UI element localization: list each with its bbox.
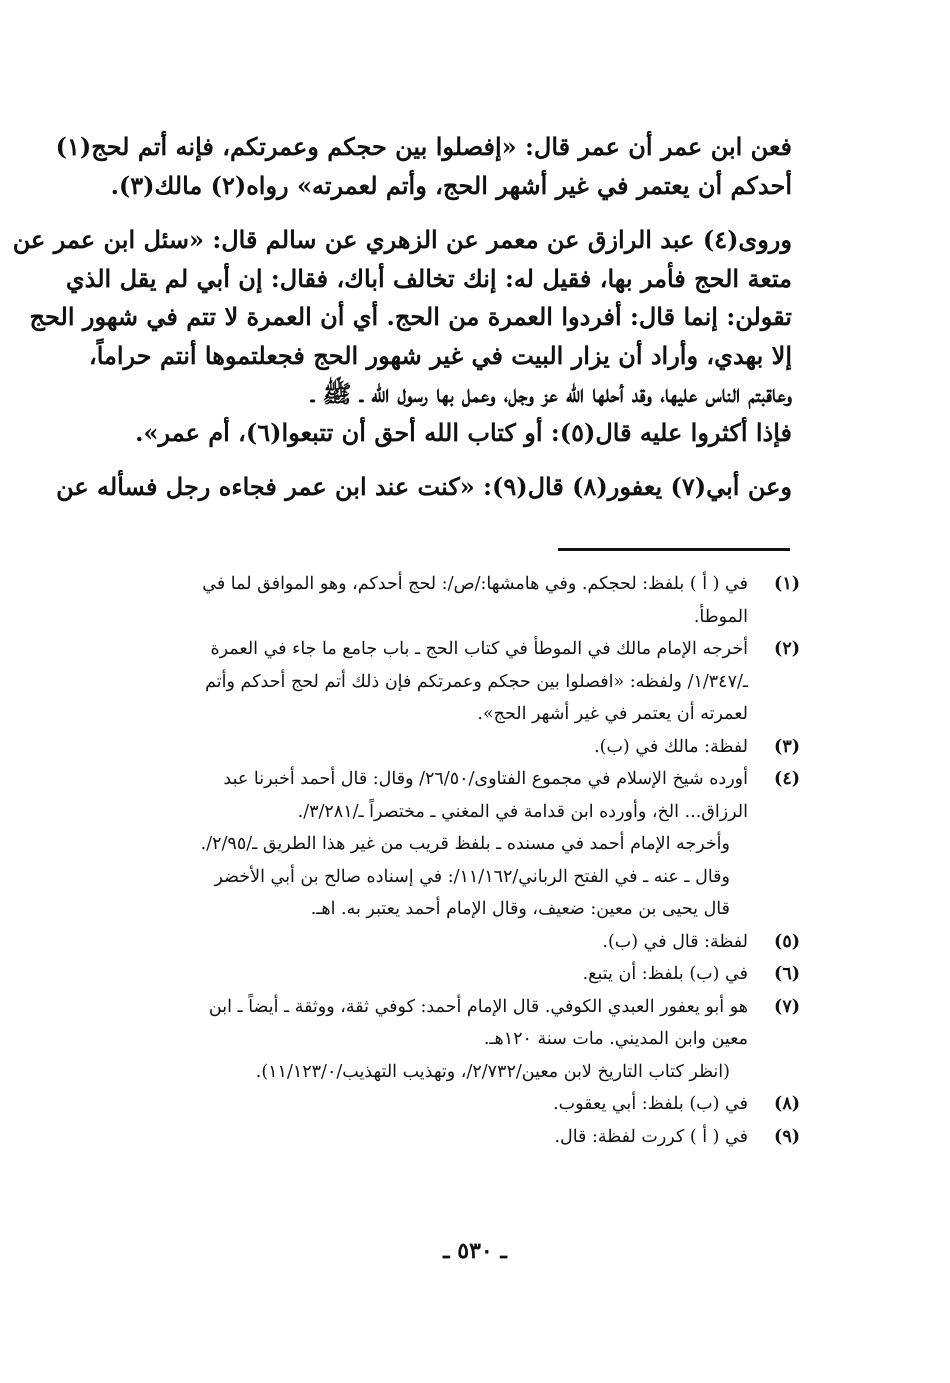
- footnote-text: [124, 926, 748, 959]
- footnote-number: (٩): [774, 1126, 800, 1147]
- footnote-number: (٤): [774, 769, 800, 789]
- footnote-continuation: [124, 828, 800, 861]
- footnote: [124, 763, 800, 828]
- footnote: [124, 1121, 800, 1154]
- footnote-text: [124, 763, 748, 828]
- footnote: [124, 926, 800, 959]
- footnote-continuation: [124, 861, 800, 926]
- footnote-text: [124, 1121, 748, 1154]
- text-line: في ( أ ) بلفظ: لحجكم. وفي هامشها:/ص/: لحج أحدكم، وهو الموافق لما في: [202, 574, 748, 594]
- text-line: الرزاق... الخ، وأورده ابن قدامة في المغني ـ مختصراً ـ/٣/٢٨١/.: [297, 801, 748, 822]
- footnote-number: (٦): [774, 964, 800, 984]
- footnote-number: (٣): [774, 736, 800, 757]
- text-line: فعن ابن عمر أن عمر قال: «إفصلوا بين حجكم وعمرتكم، فإنه أتم لحج(١): [55, 132, 792, 161]
- footnote-text: [124, 991, 748, 1056]
- footnote-number: (٨): [774, 1094, 800, 1114]
- text-line: في (ب) بلفظ: أن يتبع.: [582, 964, 748, 984]
- footnote: [124, 1088, 800, 1121]
- text-line: لفظة: مالك في (ب).: [594, 736, 748, 757]
- text-line: تقولن: إنما قال: أفردوا العمرة من الحج. أي أن العمرة لا تتم في شهور الحج: [29, 302, 792, 331]
- text-line: الموطأ.: [693, 606, 748, 627]
- text-line: وعاقبتم الناس عليها، وقد أحلها الله عز وجل، وعمل بها رسول الله ـ ﷺ ـ: [311, 379, 792, 408]
- paragraph: [55, 128, 792, 205]
- footnote-text: [124, 731, 748, 764]
- text-line: في (ب) بلفظ: أبي يعقوب.: [553, 1094, 748, 1114]
- text-line: إلا بهدي، وأراد أن يزار البيت في غير شهور الحج فجعلتموها أنتم حراماً،: [88, 340, 792, 370]
- text-line: ـ/١/٣٤٧/ ولفظه: «افصلوا بين حجكم وعمرتكم فإن ذلك أتم لحج أحدكم وأتم: [205, 671, 748, 692]
- footnote: [124, 568, 800, 633]
- text-line: قال يحيى بن معين: ضعيف، وقال الإمام أحمد يعتبر به. اهـ.: [310, 899, 730, 919]
- text-line: لعمرته أن يعتمر في غير أشهر الحج».: [477, 704, 748, 724]
- page-number: ـ ٥٣٠ ـ: [443, 1238, 507, 1264]
- footnote-number: (٥): [774, 931, 800, 952]
- text-line: هو أبو يعفور العبدي الكوفي. قال الإمام أحمد: كوفي ثقة، ووثقة ـ أيضاً ـ ابن: [208, 996, 748, 1017]
- footnote-number: (١): [774, 574, 800, 594]
- footnote-text: [124, 1088, 748, 1121]
- paragraph: [56, 468, 792, 507]
- footnote-number: (٢): [774, 639, 800, 659]
- footnotes: [124, 568, 800, 1153]
- footnote-number: (٧): [774, 996, 800, 1017]
- text-line: أحدكم أن يعتمر في غير أشهر الحج، وأتم لعمرته» رواه(٢) مالك(٣).: [110, 170, 792, 200]
- footnote-text: [124, 958, 748, 991]
- text-line: معين وابن المديني. مات سنة ١٢٠هـ.: [483, 1029, 748, 1049]
- footnote: [124, 958, 800, 991]
- paragraph: [12, 221, 792, 452]
- text-line: وأخرجه الإمام أحمد في مسنده ـ بلفظ قريب من غير هذا الطريق ـ/٢/٩٥/.: [200, 834, 730, 854]
- text-line: فإذا أكثروا عليه قال(٥): أو كتاب الله أحق أن تتبعوا(٦)، أم عمر».: [135, 417, 792, 447]
- text-line: في ( أ ) كررت لفظة: قال.: [554, 1126, 748, 1147]
- footnote: [124, 991, 800, 1056]
- footnote-separator: [558, 548, 790, 551]
- text-line: أورده شيخ الإسلام في مجموع الفتاوى/٢٦/٥٠/ وقال: قال أحمد أخبرنا عبد: [223, 769, 748, 789]
- text-line: لفظة: قال في (ب).: [602, 931, 748, 952]
- footnote-text: [124, 568, 748, 633]
- footnote: [124, 731, 800, 764]
- text-line: أخرجه الإمام مالك في الموطأ في كتاب الحج ـ باب جامع ما جاء في العمرة: [210, 639, 748, 659]
- main-text: [12, 128, 792, 523]
- footnote: [124, 633, 800, 731]
- text-line: وقال ـ عنه ـ في الفتح الرباني/١١/١٦٢/: في إسناده صالح بن أبي الأخضر: [214, 866, 730, 887]
- footnote-text: [124, 633, 748, 731]
- text-line: (انظر كتاب التاريخ لابن معين/٢/٧٣٢/، وتهذيب التهذيب/١١/١٢٣/٠).: [255, 1061, 730, 1082]
- text-line: وعن أبي(٧) يعفور(٨) قال(٩): «كنت عند ابن عمر فجاءه رجل فسأله عن: [56, 472, 792, 501]
- text-line: متعة الحج فأمر بها، فقيل له: إنك تخالف أباك، فقال: إن أبي لم يقل الذي: [65, 263, 792, 293]
- text-line: وروى(٤) عبد الرازق عن معمر عن الزهري عن سالم قال: «سئل ابن عمر عن: [12, 225, 792, 254]
- footnote-continuation: [124, 1056, 800, 1089]
